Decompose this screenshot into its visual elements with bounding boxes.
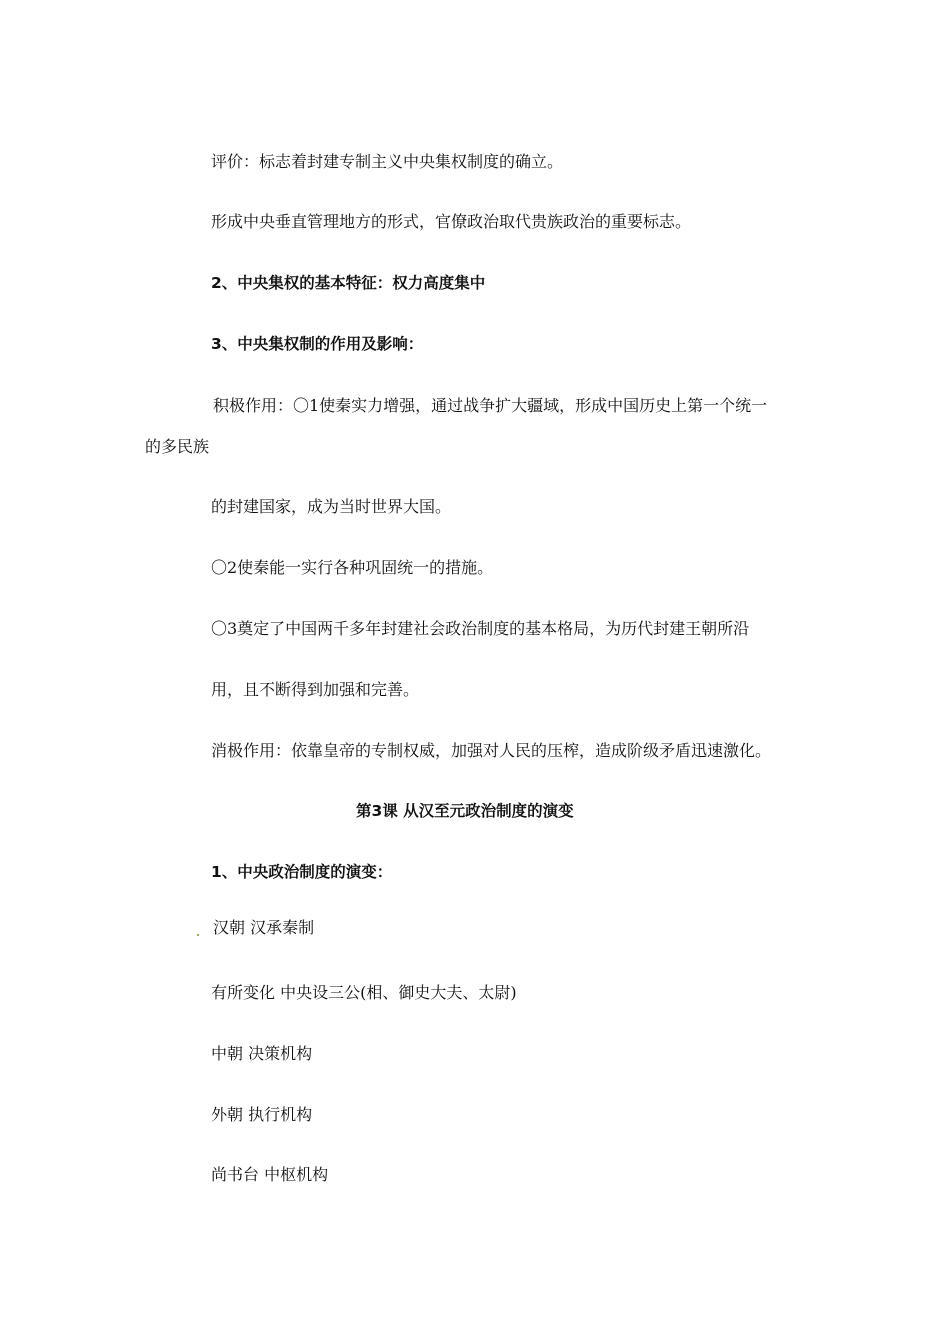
section-heading: 3、中央集权制的作用及影响： bbox=[211, 335, 424, 353]
lesson-title: 第3课 从汉至元政治制度的演变 bbox=[356, 802, 574, 820]
text-line: 的封建国家，成为当时世界大国。 bbox=[211, 497, 452, 516]
text-line: 形成中央垂直管理地方的形式，官僚政治取代贵族政治的重要标志。 bbox=[211, 212, 692, 231]
section-heading: 1、中央政治制度的演变： bbox=[211, 863, 393, 881]
text-line: 尚书台 中枢机构 bbox=[211, 1165, 329, 1184]
text-line: 汉朝 汉承秦制 bbox=[213, 918, 315, 937]
text-line: 的多民族 bbox=[145, 437, 210, 456]
text-line: 中朝 决策机构 bbox=[211, 1044, 313, 1063]
section-heading: 2、中央集权的基本特征：权力高度集中 bbox=[211, 274, 486, 292]
evaluation-line: 评价：标志着封建专制主义中央集权制度的确立。 bbox=[211, 152, 564, 171]
text-line: 外朝 执行机构 bbox=[211, 1105, 313, 1124]
text-line: 〇3奠定了中国两千多年封建社会政治制度的基本格局，为历代封建王朝所沿 bbox=[211, 619, 750, 638]
text-line: 〇2使秦能一实行各种巩固统一的措施。 bbox=[211, 558, 494, 577]
text-line: 消极作用：依靠皇帝的专制权威，加强对人民的压榨，造成阶级矛盾迅速激化。 bbox=[211, 741, 772, 760]
text-line: 用，且不断得到加强和完善。 bbox=[211, 680, 420, 699]
speck-mark bbox=[197, 934, 199, 936]
text-line: 积极作用：〇1使秦实力增强，通过战争扩大疆域，形成中国历史上第一个统一 bbox=[213, 396, 768, 415]
text-line: 有所变化 中央设三公(相、御史大夫、太尉) bbox=[211, 983, 517, 1002]
